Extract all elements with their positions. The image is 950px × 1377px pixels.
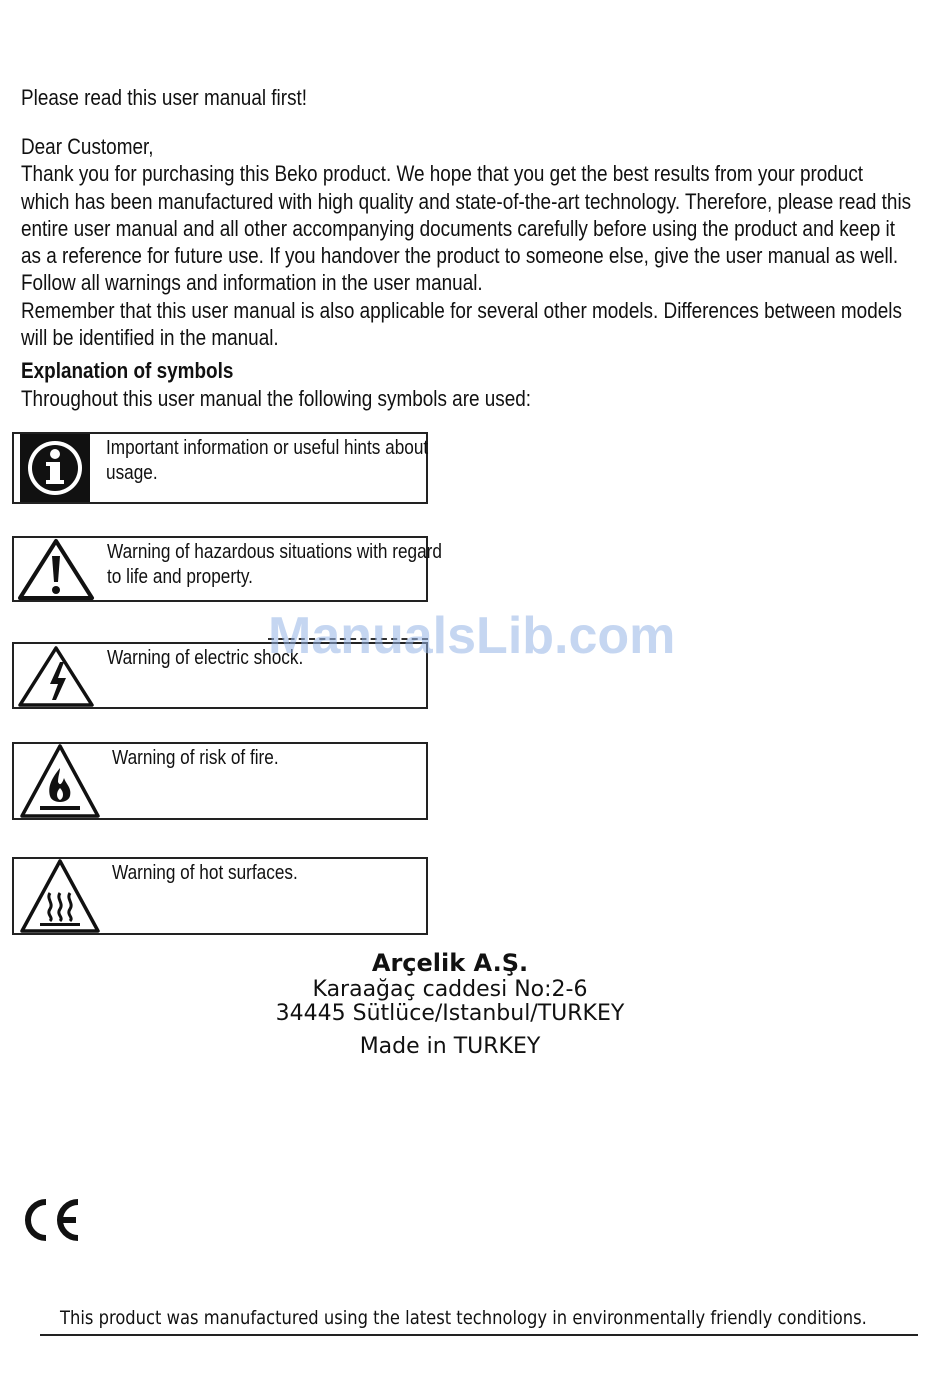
symbols-section-intro: Throughout this user manual the following symbols are used: bbox=[21, 386, 532, 411]
greeting: Dear Customer, bbox=[21, 134, 154, 159]
warning-exclamation-icon bbox=[18, 538, 102, 600]
symbol-box-info bbox=[12, 432, 428, 504]
manufacturer-street: Karaağaç caddesi No:2-6 bbox=[312, 977, 588, 1002]
info-icon bbox=[14, 434, 90, 502]
page-heading: Please read this user manual first! bbox=[21, 85, 308, 110]
symbol-text: Warning of risk of fire. bbox=[112, 747, 279, 769]
manufacturer-city: 34445 Sütlüce/Istanbul/TURKEY bbox=[275, 1001, 625, 1026]
symbol-text: Warning of hot surfaces. bbox=[112, 862, 298, 884]
hot-surface-icon bbox=[18, 859, 108, 933]
symbol-text: Warning of electric shock. bbox=[107, 647, 304, 669]
made-in: Made in TURKEY bbox=[359, 1034, 541, 1059]
intro-paragraph-1: Thank you for purchasing this Beko product. We hope that you get the best results from your product which has been manufactured with high quality and state-of-the-art technology. Therefore, please read this entire user manual and all other accompanying documents carefully before using the product and keep it as a reference for future use. If you handover the product to someone else, give the user manual as well. Follow all warnings and information in the user manual. bbox=[21, 161, 912, 296]
symbol-text: Important information or useful hints about usage. bbox=[106, 437, 429, 484]
symbols-section-title: Explanation of symbols bbox=[21, 358, 234, 383]
manufacturer-name: Arçelik A.Ş. bbox=[371, 949, 529, 977]
symbol-box-warning bbox=[12, 536, 442, 602]
intro-text bbox=[21, 133, 915, 351]
intro-paragraph-2: Remember that this user manual is also applicable for several other models. Differences between models will be identified in the manual. bbox=[21, 297, 902, 351]
symbol-box-fire bbox=[12, 742, 428, 820]
footer-divider bbox=[40, 1334, 918, 1336]
symbol-text: Warning of hazardous situations with regard to life and property. bbox=[107, 541, 442, 588]
watermark: ManualsLib.com bbox=[268, 607, 676, 665]
fire-icon bbox=[18, 744, 108, 818]
symbol-box-hot-surface bbox=[12, 857, 428, 935]
ce-mark-icon bbox=[20, 1196, 82, 1244]
electric-shock-icon bbox=[18, 644, 102, 707]
footer-note: This product was manufactured using the latest technology in environmentally friendly conditions. bbox=[60, 1307, 867, 1329]
